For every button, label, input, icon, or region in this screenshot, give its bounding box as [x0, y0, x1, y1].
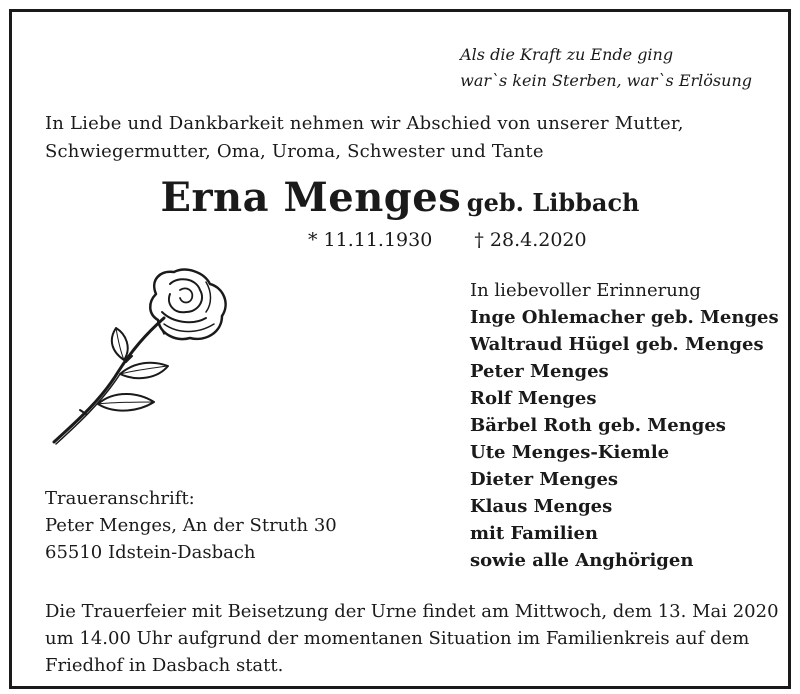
- death-date: † 28.4.2020: [474, 229, 587, 251]
- ceremony-notice: [45, 598, 779, 679]
- address-line-2: 65510 Idstein-Dasbach: [45, 542, 256, 563]
- intro-line-1: In Liebe und Dankbarkeit nehmen wir Abschied von unserer Mutter,: [45, 113, 684, 134]
- intro-text: [45, 110, 684, 166]
- family-list: [470, 277, 779, 574]
- family-member: Bärbel Roth geb. Menges: [470, 415, 726, 436]
- deceased-born-name: geb. Libbach: [466, 188, 640, 217]
- family-member: mit Familien: [470, 523, 599, 544]
- family-member: Klaus Menges: [470, 496, 613, 517]
- family-member: Dieter Menges: [470, 469, 619, 490]
- ceremony-line-2: um 14.00 Uhr aufgrund der momentanen Situation im Familienkreis auf dem: [45, 628, 750, 649]
- ceremony-line-1: Die Trauerfeier mit Beisetzung der Urne findet am Mittwoch, dem 13. Mai 2020: [45, 601, 779, 622]
- ceremony-line-3: Friedhof in Dasbach statt.: [45, 655, 284, 676]
- family-member: sowie alle Anghörigen: [470, 550, 694, 571]
- rose-icon: [46, 262, 236, 466]
- family-member: Waltraud Hügel geb. Menges: [470, 334, 764, 355]
- life-dates: [308, 229, 587, 251]
- obituary-frame: [9, 9, 791, 689]
- birth-date: * 11.11.1930: [308, 229, 433, 251]
- family-member: Rolf Menges: [470, 388, 597, 409]
- deceased-name-line: [12, 174, 788, 221]
- intro-line-2: Schwiegermutter, Oma, Uroma, Schwester und Tante: [45, 141, 544, 162]
- family-member: Ute Menges-Kiemle: [470, 442, 670, 463]
- address-label: Traueranschrift:: [45, 488, 195, 509]
- deceased-name: Erna Menges: [160, 174, 462, 221]
- motto-line-1: Als die Kraft zu Ende ging: [460, 45, 674, 64]
- motto-line-2: war`s kein Sterben, war`s Erlösung: [460, 71, 752, 90]
- address-line-1: Peter Menges, An der Struth 30: [45, 515, 337, 536]
- family-member: Peter Menges: [470, 361, 609, 382]
- family-member: Inge Ohlemacher geb. Menges: [470, 307, 779, 328]
- motto: [460, 42, 752, 94]
- mourning-address: [45, 485, 337, 566]
- family-heading: In liebevoller Erinnerung: [470, 280, 701, 301]
